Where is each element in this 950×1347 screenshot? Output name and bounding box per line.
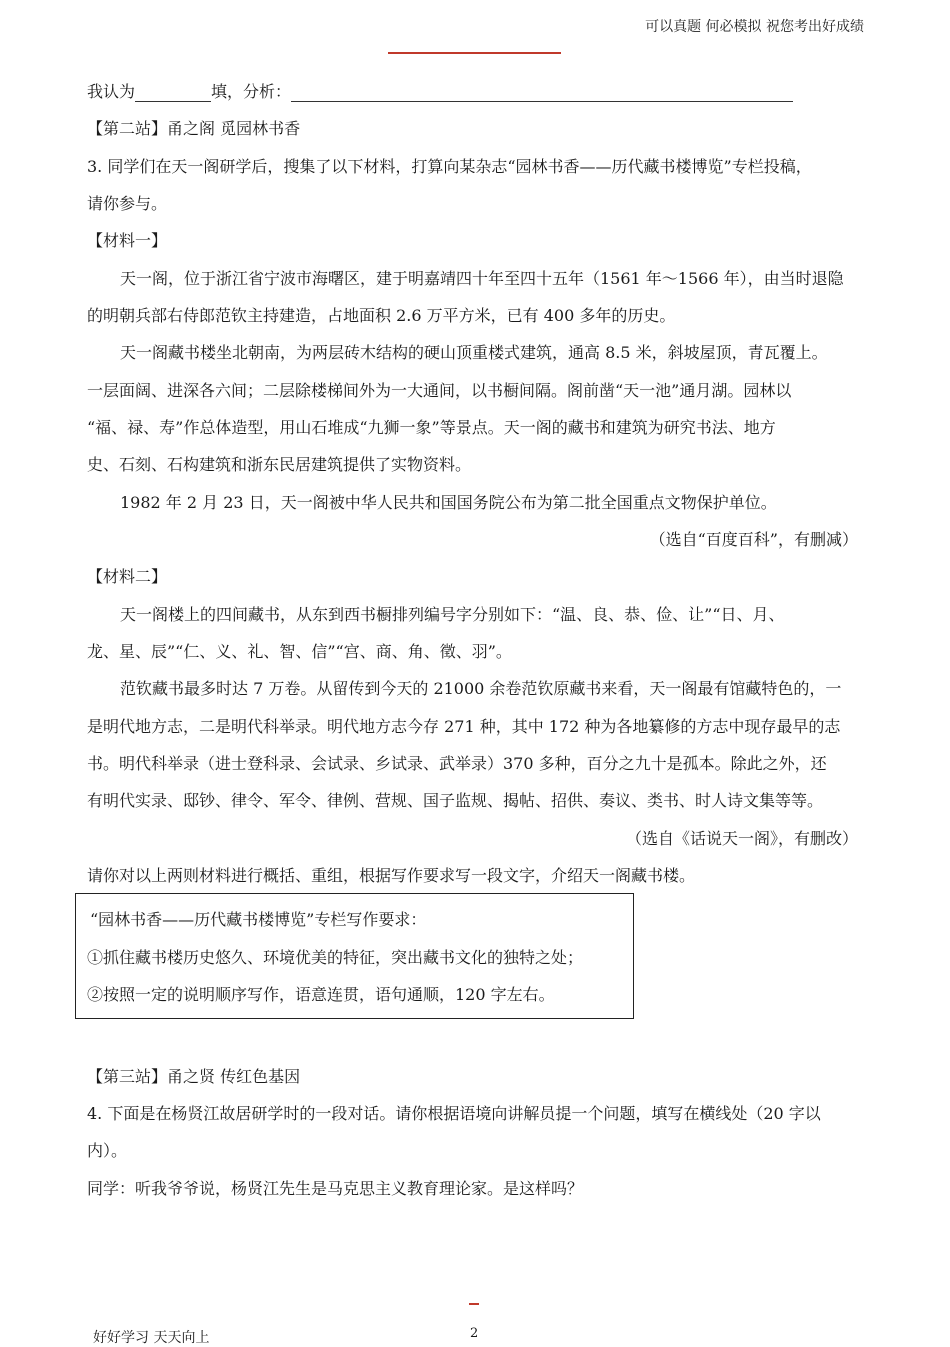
material2-p1-line2: 龙、星、辰”“仁、义、礼、智、信”“宫、商、角、徵、羽”。	[87, 642, 512, 661]
station3-title: 【第三站】甬之贤 传红色基因	[87, 1067, 301, 1086]
material1-p2-line1: 天一阁藏书楼坐北朝南，为两层砖木结构的硬山顶重楼式建筑，通高 8.5 米，斜坡屋顶，青瓦覆上。	[120, 343, 828, 362]
material2-heading: 【材料二】	[87, 567, 168, 586]
station2-title: 【第二站】甬之阁 觅园林书香	[87, 119, 301, 138]
material2-p1-line1: 天一阁楼上的四间藏书，从东到西书橱排列编号字分别如下：“温、良、恭、俭、让”“日、月、	[120, 605, 785, 624]
requirements-title: “园林书香——历代藏书楼博览”专栏写作要求：	[90, 910, 427, 929]
material2-p2-line3: 书。明代科举录（进士登科录、会试录、乡试录、武举录）370 多种，百分之九十是孤本。除此之外，还	[87, 754, 827, 773]
requirement-2: ②按照一定的说明顺序写作，语意连贯，语句通顺，120 字左右。	[87, 985, 555, 1004]
material2-p2-line4: 有明代实录、邸钞、律令、军令、律例、营规、国子监规、揭帖、招供、奏议、类书、时人诗文集等等。	[87, 791, 824, 810]
material2-p2-line2: 是明代地方志，二是明代科举录。明代地方志今存 271 种，其中 172 种为各地纂修的方志中现存最早的志	[87, 717, 841, 736]
material1-p1-line2: 的明朝兵部右侍郎范钦主持建造，占地面积 2.6 万平方米，已有 400 多年的历史。	[87, 306, 676, 325]
material1-p2-line4: 史、石刻、石构建筑和浙东民居建筑提供了实物资料。	[87, 455, 472, 474]
footer-divider	[469, 1303, 479, 1305]
q4-line2: 内）。	[87, 1141, 128, 1160]
answer-blank-analysis[interactable]	[291, 85, 793, 102]
footer-slogan: 好好学习 天天向上	[93, 1330, 210, 1346]
answer-line	[87, 82, 793, 102]
material1-heading: 【材料一】	[87, 231, 168, 250]
material1-p1-line1: 天一阁，位于浙江省宁波市海曙区，建于明嘉靖四十年至四十五年（1561 年～1566 年），由当时退隐	[120, 269, 844, 288]
material1-p2-line2: 一层面阔、进深各六间；二层除楼梯间外为一大通间，以书橱间隔。阁前凿“天一池”通月湖。园林以	[87, 381, 792, 400]
header-slogan: 可以真题 何必模拟 祝您考出好成绩	[645, 19, 864, 35]
answer-blank-choice[interactable]	[135, 85, 211, 102]
answer-middle: 填，分析：	[211, 82, 292, 101]
q3-line1: 3. 同学们在天一阁研学后，搜集了以下材料，打算向某杂志“园林书香——历代藏书楼博览”专栏投稿，	[87, 157, 812, 176]
q4-line1: 4. 下面是在杨贤江故居研学时的一段对话。请你根据语境向讲解员提一个问题，填写在横线处（20 字以	[87, 1104, 821, 1123]
answer-prefix: 我认为	[87, 82, 136, 101]
page-number: 2	[470, 1326, 479, 1341]
header-divider	[388, 52, 561, 54]
q3-line2: 请你参与。	[87, 194, 168, 213]
q4-dialogue: 同学：听我爷爷说，杨贤江先生是马克思主义教育理论家。是这样吗？	[87, 1179, 584, 1198]
material1-p3-line1: 1982 年 2 月 23 日，天一阁被中华人民共和国国务院公布为第二批全国重点文物保护单位。	[120, 493, 777, 512]
material2-source: （选自《话说天一阁》，有删改）	[625, 829, 858, 848]
material2-p2-line1: 范钦藏书最多时达 7 万卷。从留传到今天的 21000 余卷范钦原藏书来看，天一阁最有馆藏特色的，一	[120, 679, 842, 698]
task-instruction: 请你对以上两则材料进行概括、重组，根据写作要求写一段文字，介绍天一阁藏书楼。	[87, 866, 696, 885]
requirement-1: ①抓住藏书楼历史悠久、环境优美的特征，突出藏书文化的独特之处；	[87, 948, 584, 967]
material1-p2-line3: “福、禄、寿”作总体造型，用山石堆成“九狮一象”等景点。天一阁的藏书和建筑为研究书法、地方	[87, 418, 776, 437]
material1-source: （选自“百度百科”，有删减）	[649, 530, 858, 549]
